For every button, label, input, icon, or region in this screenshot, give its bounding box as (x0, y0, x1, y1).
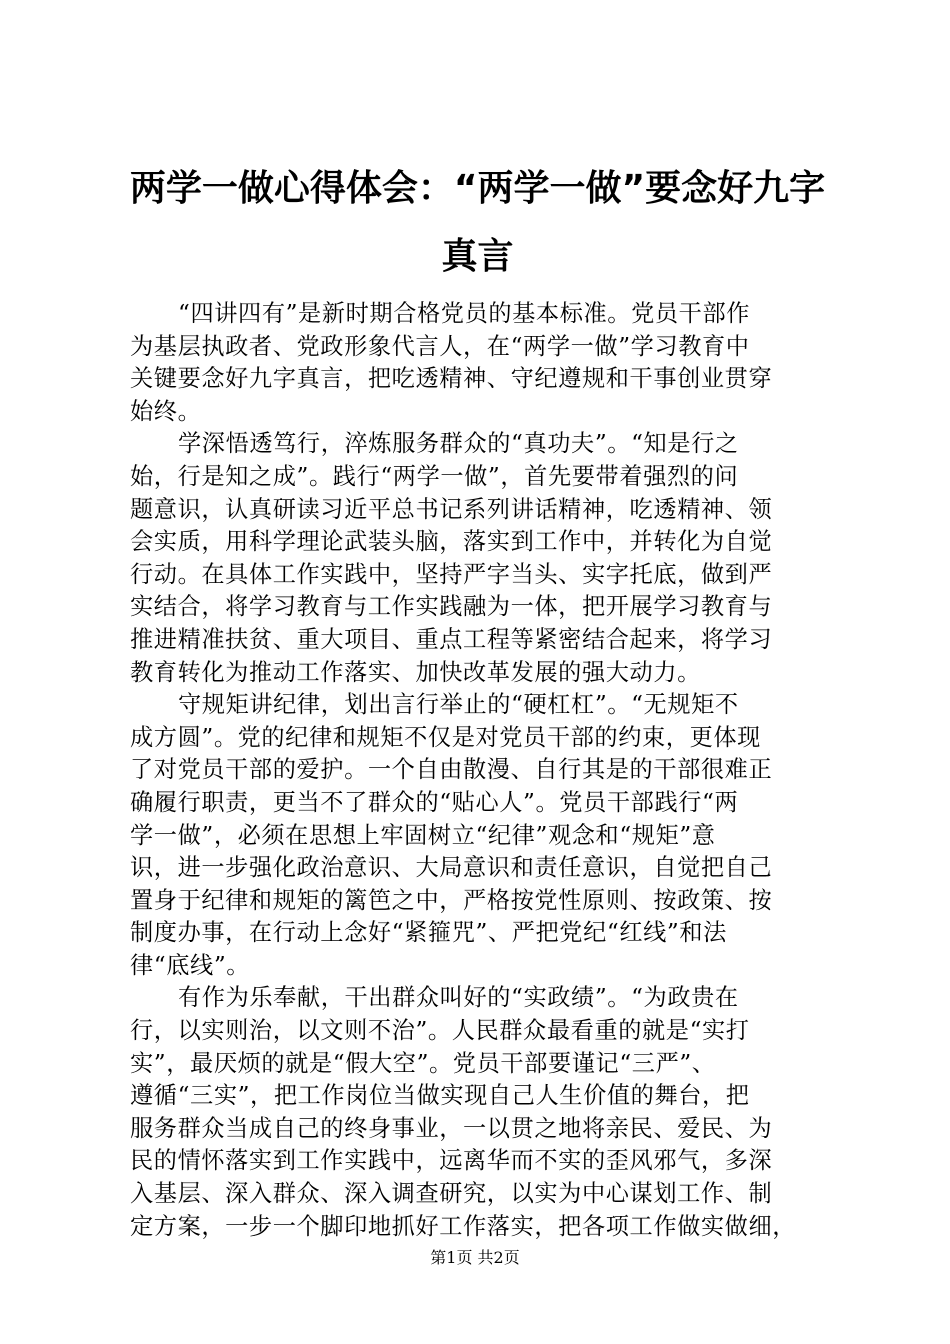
paragraph-line: “四讲四有”是新时期合格党员的基本标准。党员干部作 (178, 300, 751, 327)
paragraph-line: 识，进一步强化政治意识、大局意识和责任意识，自觉把自己 (130, 854, 773, 882)
paragraph-line: 学一做”，必须在思想上牢固树立“纪律”观念和“规矩”意 (130, 821, 716, 849)
paragraph-line: 守规矩讲纪律，划出言行举止的“硬杠杠”。“无规矩不 (178, 691, 739, 719)
paragraph-line: 行，以实则治，以文则不治”。人民群众最看重的就是“实打 (130, 1017, 750, 1045)
paragraph-4 (130, 982, 830, 1243)
paragraph-line: 遵循“三实”，把工作岗位当做实现自己人生价值的舞台，把 (130, 1082, 750, 1110)
document-body (130, 298, 830, 1243)
paragraph-line: 题意识，认真研读习近平总书记系列讲话精神，吃透精神、领 (130, 495, 773, 523)
paragraph-line: 服务群众当成自己的终身事业，一以贯之地将亲民、爱民、为 (130, 1114, 773, 1142)
paragraph-3 (130, 689, 830, 982)
paragraph-2 (130, 428, 830, 689)
paragraph-line: 置身于纪律和规矩的篱笆之中，严格按党性原则、按政策、按 (130, 886, 773, 914)
paragraph-1 (130, 298, 830, 428)
page-footer: 第1页 共2页 (430, 1248, 520, 1267)
paragraph-line: 实结合，将学习教育与工作实践融为一体，把开展学习教育与 (130, 593, 773, 621)
paragraph-line: 关键要念好九字真言，把吃透精神、守纪遵规和干事创业贯穿 (130, 365, 773, 393)
paragraph-line: 推进精准扶贫、重大项目、重点工程等紧密结合起来，将学习 (130, 625, 773, 653)
paragraph-line: 成方圆”。党的纪律和规矩不仅是对党员干部的约束，更体现 (130, 723, 761, 751)
paragraph-line: 学深悟透笃行，淬炼服务群众的“真功夫”。“知是行之 (178, 430, 739, 458)
paragraph-line: 实”，最厌烦的就是“假大空”。党员干部要谨记“三严”、 (130, 1049, 716, 1077)
paragraph-line: 确履行职责，更当不了群众的“贴心人”。党员干部践行“两 (130, 788, 739, 816)
paragraph-line: 有作为乐奉献，干出群众叫好的“实政绩”。“为政贵在 (178, 984, 739, 1012)
paragraph-line: 定方案，一步一个脚印地抓好工作落实，把各项工作做实做细， (130, 1212, 797, 1240)
paragraph-line: 制度办事，在行动上念好“紧箍咒”、严把党纪“红线”和法 (130, 919, 727, 947)
paragraph-line: 始，行是知之成”。践行“两学一做”，首先要带着强烈的问 (130, 462, 739, 490)
document-title (120, 155, 835, 291)
paragraph-line: 民的情怀落实到工作实践中，远离华而不实的歪风邪气，多深 (130, 1147, 773, 1175)
title-line-1: 两学一做心得体会：“两学一做”要念好九字 (129, 168, 826, 209)
paragraph-line: 始终。 (130, 397, 202, 425)
paragraph-line: 行动。在具体工作实践中，坚持严字当头、实字托底，做到严 (130, 560, 773, 588)
paragraph-line: 入基层、深入群众、深入调查研究，以实为中心谋划工作、制 (130, 1180, 773, 1208)
paragraph-line: 会实质，用科学理论武装头脑，落实到工作中，并转化为自觉 (130, 528, 773, 556)
paragraph-line: 为基层执政者、党政形象代言人，在“两学一做”学习教育中 (130, 332, 750, 360)
title-line-2: 真言 (441, 236, 514, 277)
paragraph-line: 教育转化为推动工作落实、加快改革发展的强大动力。 (130, 658, 701, 686)
paragraph-line: 了对党员干部的爱护。一个自由散漫、自行其是的干部很难正 (130, 756, 773, 784)
paragraph-line: 律“底线”。 (130, 951, 251, 979)
